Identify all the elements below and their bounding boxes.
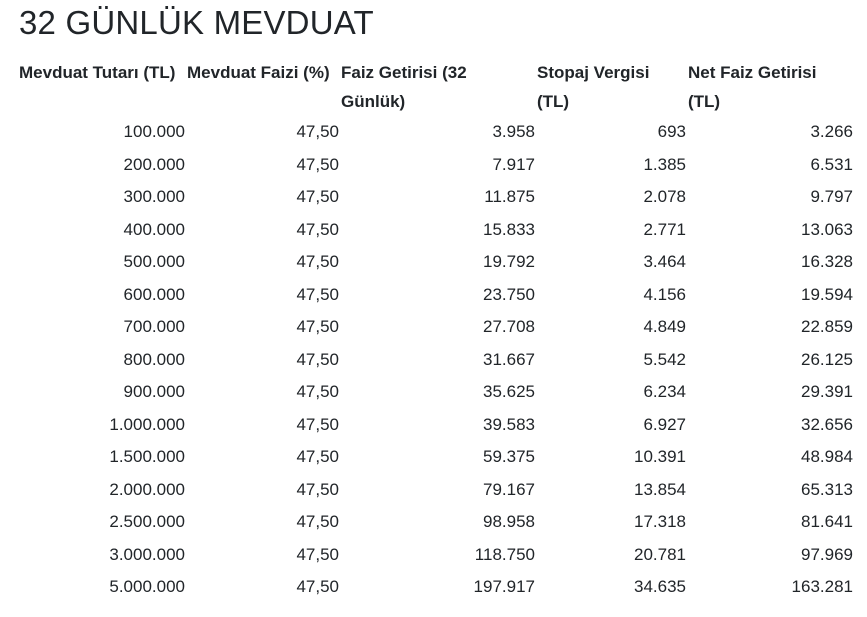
cell-interest-rate: 47,50 [296,512,339,531]
cell-interest-rate: 47,50 [296,284,339,304]
cell-withholding-tax: 1.385 [643,154,686,174]
cell-net-return: 6.531 [810,154,853,174]
header-withholding-tax: Stopaj Vergisi (TL) [537,63,650,111]
table-row [19,506,855,539]
cell-interest-rate: 47,50 [296,187,339,206]
deposit-table [19,58,855,604]
table-row [19,311,855,344]
cell-deposit-amount: 500.000 [123,252,185,271]
cell-deposit-amount: 900.000 [123,382,185,401]
cell-interest-return: 31.667 [483,349,535,369]
cell-withholding-tax: 2.771 [643,219,686,239]
cell-withholding-tax: 17.318 [634,512,686,531]
cell-deposit-amount: 200.000 [123,154,185,174]
cell-interest-rate: 47,50 [296,544,339,564]
table-row [19,181,855,214]
cell-net-return: 16.328 [801,252,853,271]
cell-net-return: 9.797 [810,187,853,206]
cell-withholding-tax: 5.542 [643,349,686,369]
cell-deposit-amount: 2.000.000 [109,479,185,499]
cell-interest-rate: 47,50 [296,219,339,239]
cell-deposit-amount: 800.000 [123,349,185,369]
cell-interest-return: 7.917 [492,154,535,174]
cell-interest-rate: 47,50 [296,577,339,596]
cell-net-return: 65.313 [801,479,853,499]
cell-interest-rate: 47,50 [296,252,339,271]
cell-interest-return: 27.708 [483,317,535,336]
cell-deposit-amount: 700.000 [123,317,185,336]
cell-net-return: 163.281 [791,577,853,596]
cell-interest-return: 98.958 [483,512,535,531]
cell-net-return: 22.859 [801,317,853,336]
header-interest-return: Faiz Getirisi (32 Günlük) [341,63,467,111]
cell-withholding-tax: 4.849 [643,317,686,336]
cell-deposit-amount: 600.000 [123,284,185,304]
page-title: 32 GÜNLÜK MEVDUAT [19,4,374,41]
table-row [19,116,855,149]
cell-interest-return: 15.833 [483,219,535,239]
cell-interest-return: 19.792 [483,252,535,271]
cell-deposit-amount: 400.000 [123,219,185,239]
table-row [19,474,855,507]
cell-interest-rate: 47,50 [296,447,339,466]
table-header-row [19,58,855,116]
table-row [19,214,855,247]
cell-withholding-tax: 693 [657,122,686,141]
cell-deposit-amount: 100.000 [123,122,185,141]
cell-interest-return: 39.583 [483,414,535,434]
cell-interest-return: 11.875 [484,187,535,206]
cell-withholding-tax: 3.464 [643,252,686,271]
table-row [19,279,855,312]
cell-withholding-tax: 10.391 [634,447,686,466]
cell-interest-return: 3.958 [492,122,535,141]
cell-withholding-tax: 4.156 [643,284,686,304]
cell-deposit-amount: 300.000 [123,187,185,206]
cell-interest-return: 79.167 [483,479,535,499]
cell-interest-return: 118.750 [474,544,535,564]
cell-interest-return: 23.750 [483,284,535,304]
cell-interest-return: 197.917 [473,577,535,596]
cell-net-return: 29.391 [801,382,853,401]
table-row [19,246,855,279]
cell-net-return: 48.984 [801,447,853,466]
header-deposit-amount: Mevduat Tutarı (TL) [19,63,176,82]
cell-net-return: 32.656 [801,414,853,434]
cell-interest-rate: 47,50 [296,382,339,401]
cell-net-return: 19.594 [801,284,853,304]
cell-interest-rate: 47,50 [296,317,339,336]
table-row [19,539,855,572]
cell-withholding-tax: 13.854 [634,479,686,499]
table-row [19,409,855,442]
table-row [19,571,855,604]
cell-deposit-amount: 2.500.000 [109,512,185,531]
cell-interest-rate: 47,50 [296,349,339,369]
cell-interest-rate: 47,50 [296,122,339,141]
header-interest-rate: Mevduat Faizi (%) [187,63,330,82]
cell-deposit-amount: 1.000.000 [109,414,185,434]
table-row [19,149,855,182]
header-net-return: Net Faiz Getirisi (TL) [688,63,817,111]
cell-net-return: 81.641 [801,512,853,531]
table-row [19,344,855,377]
table-row [19,376,855,409]
cell-interest-rate: 47,50 [296,479,339,499]
table-row [19,441,855,474]
cell-net-return: 13.063 [801,219,853,239]
cell-interest-rate: 47,50 [296,414,339,434]
cell-net-return: 26.125 [801,349,853,369]
cell-net-return: 97.969 [801,544,853,564]
cell-interest-rate: 47,50 [296,154,339,174]
cell-withholding-tax: 6.234 [643,382,686,401]
cell-interest-return: 59.375 [483,447,535,466]
cell-withholding-tax: 20.781 [634,544,686,564]
cell-deposit-amount: 3.000.000 [109,544,185,564]
cell-interest-return: 35.625 [483,382,535,401]
cell-deposit-amount: 5.000.000 [109,577,185,596]
cell-deposit-amount: 1.500.000 [109,447,185,466]
cell-net-return: 3.266 [810,122,853,141]
cell-withholding-tax: 34.635 [634,577,686,596]
cell-withholding-tax: 2.078 [643,187,686,206]
cell-withholding-tax: 6.927 [643,414,686,434]
